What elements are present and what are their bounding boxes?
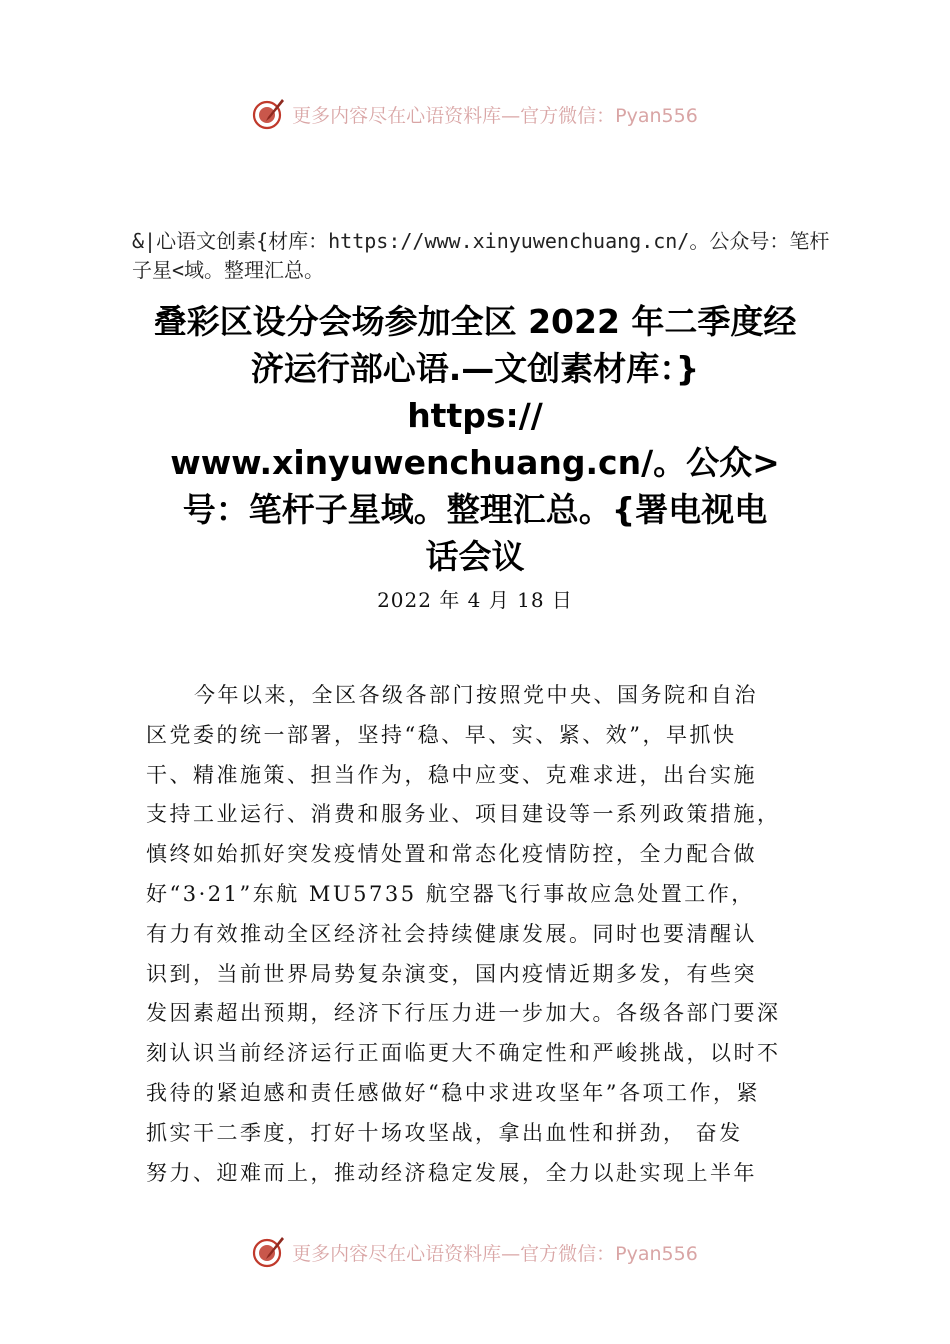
source-line: &|心语文创素{材库：https://www.xinyuwenchuang.cn/。公众号：笔杆子星<域。整理汇总。 <box>132 229 830 282</box>
title-line: 济运行部心语.—文创素材库：} <box>250 349 700 388</box>
body-line: 支持工业运行、消费和服务业、项目建设等一系列政策措施， <box>146 802 781 827</box>
wechat-id: Pyan556 <box>615 104 698 127</box>
header-watermark <box>0 92 950 136</box>
body-line: 识到，当前世界局势复杂演变，国内疫情近期多发，有些突 <box>146 961 757 986</box>
body-line: 我待的紧迫感和责任感做好“稳中求进攻坚年”各项工作，紧 <box>146 1080 760 1105</box>
body-line: 今年以来，全区各级各部门按照党中央、国务院和自治 <box>194 683 758 707</box>
watermark-text: 更多内容尽在心语资料库—官方微信：Pyan556 <box>292 1242 698 1265</box>
title-line: 话会议 <box>425 537 525 576</box>
quill-seal-logo-icon <box>252 1235 286 1269</box>
body-line: 有力有效推动全区经济社会持续健康发展。同时也要清醒认 <box>146 921 757 946</box>
title-line: https:// <box>407 396 543 435</box>
quill-seal-logo-icon <box>252 97 286 131</box>
title-line: 号：笔杆子星域。整理汇总。{署电视电 <box>182 490 768 529</box>
document-date: 2022 年 4 月 18 日 <box>377 588 573 612</box>
body-line: 干、精准施策、担当作为，稳中应变、克难求进，出台实施 <box>146 762 757 787</box>
body-paragraph <box>146 676 826 1193</box>
body-line: 刻认识当前经济运行正面临更大不确定性和严峻挑战，以时不 <box>146 1041 781 1066</box>
body-line: 区党委的统一部署，坚持“稳、早、实、紧、效”，早抓快 <box>146 722 737 747</box>
watermark-text: 更多内容尽在心语资料库—官方微信：Pyan556 <box>292 104 698 127</box>
wechat-id: Pyan556 <box>615 1242 698 1265</box>
title-line: 叠彩区设分会场参加全区 2022 年二季度经 <box>153 302 797 341</box>
footer-watermark <box>0 1230 950 1274</box>
body-line: 发因素超出预期，经济下行压力进一步加大。各级各部门要深 <box>146 1001 781 1026</box>
body-line: 努力、迎难而上，推动经济稳定发展，全力以赴实现上半年 <box>146 1160 757 1185</box>
body-line: 好“3·21”东航 MU5735 航空器飞行事故应急处置工作， <box>146 881 755 906</box>
document-title <box>120 298 830 580</box>
body-line: 慎终如始抓好突发疫情处置和常态化疫情防控，全力配合做 <box>146 842 757 867</box>
body-line: 抓实干二季度，打好十场攻坚战，拿出血性和拼劲， 奋发 <box>146 1120 743 1145</box>
title-line: www.xinyuwenchuang.cn/。公众> <box>170 443 780 482</box>
